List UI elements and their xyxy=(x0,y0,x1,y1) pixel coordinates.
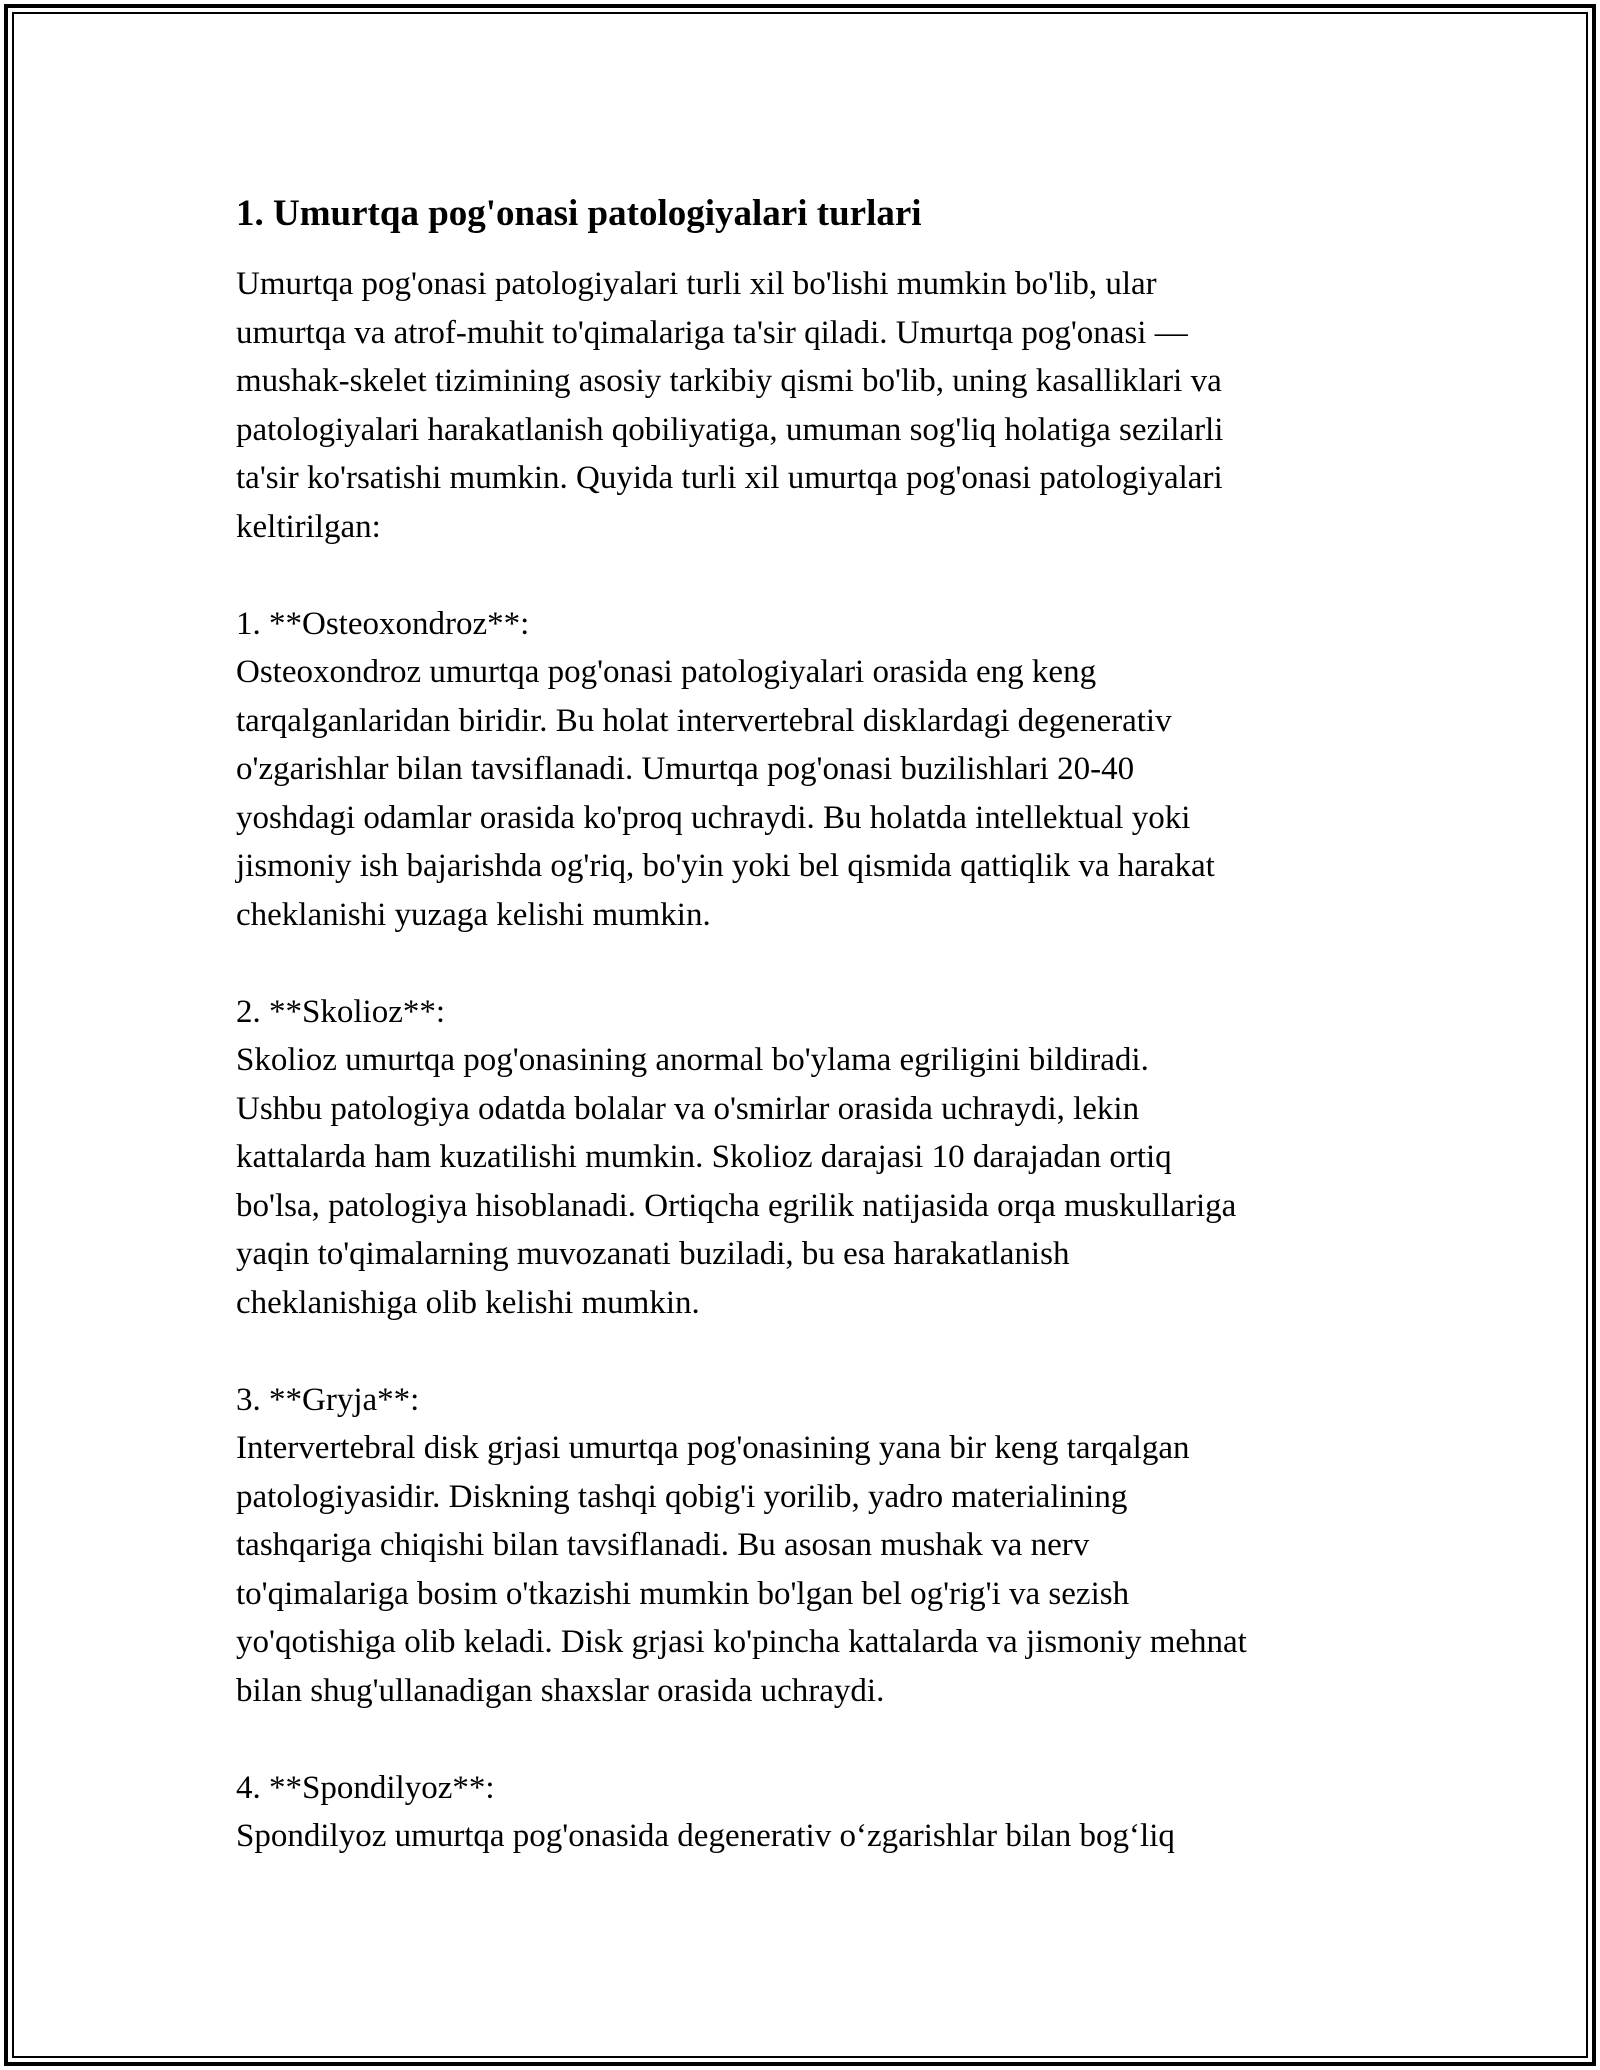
list-item-title: 3. **Gryja**: xyxy=(236,1381,420,1418)
document-body xyxy=(236,188,1376,1861)
list-item-body: Osteoxondroz umurtqa pog'onasi patologiyalari orasida eng keng tarqalganlaridan biridir. Bu holat intervertebral disklardagi degenerativ o'zgarishlar bilan tavsiflanadi. Umurtqa pog'onasi buzilishlari 20-40 yoshdagi odamlar orasida ko'proq uchraydi. Bu holatda intellektual yoki jismoniy ish bajarishda og'riq, bo'yin yoki bel qismida qattiqlik va harakat cheklanishi yuzaga kelishi mumkin. xyxy=(236,654,1215,933)
list-item-spondilyoz xyxy=(236,1764,1376,1861)
section-heading: 1. Umurtqa pog'onasi patologiyalari turlari xyxy=(236,193,922,234)
list-item-title: 4. **Spondilyoz**: xyxy=(236,1769,495,1806)
list-item-skolioz xyxy=(236,988,1376,1328)
list-item-body: Intervertebral disk grjasi umurtqa pog'onasining yana bir keng tarqalgan patologiyasidir. Diskning tashqi qobig'i yorilib, yadro materialining tashqariga chiqishi bilan tavsiflanadi. Bu asosan mushak va nerv to'qimalariga bosim o'tkazishi mumkin bo'lgan bel og'rig'i va sezish yo'qotishiga olib keladi. Disk grjasi ko'pincha kattalarda va jismoniy mehnat bilan shug'ullanadigan shaxslar orasida uchraydi. xyxy=(236,1430,1247,1709)
list-item-title: 2. **Skolioz**: xyxy=(236,993,446,1030)
list-item-title: 1. **Osteoxondroz**: xyxy=(236,605,530,642)
list-item-gryja xyxy=(236,1376,1376,1716)
intro-paragraph: Umurtqa pog'onasi patologiyalari turli xil bo'lishi mumkin bo'lib, ular umurtqa va atrof-muhit to'qimalariga ta'sir qiladi. Umurtqa pog'onasi — mushak-skelet tizimining asosiy tarkibiy qismi bo'lib, uning kasalliklari va patologiyalari harakatlanish qobiliyatiga, umuman sog'liq holatiga sezilarli ta'sir ko'rsatishi mumkin. Quyida turli xil umurtqa pog'onasi patologiyalari keltirilgan: xyxy=(236,266,1224,545)
list-item-body: Skolioz umurtqa pog'onasining anormal bo'ylama egriligini bildiradi. Ushbu patologiya odatda bolalar va o'smirlar orasida uchraydi, lekin kattalarda ham kuzatilishi mumkin. Skolioz darajasi 10 darajadan ortiq bo'lsa, patologiya hisoblanadi. Ortiqcha egrilik natijasida orqa muskullariga yaqin to'qimalarning muvozanati buziladi, bu esa harakatlanish cheklanishiga olib kelishi mumkin. xyxy=(236,1042,1237,1321)
list-item-osteoxondroz xyxy=(236,600,1376,940)
list-item-body: Spondilyoz umurtqa pog'onasida degenerativ o‘zgarishlar bilan bog‘liq xyxy=(236,1818,1175,1854)
